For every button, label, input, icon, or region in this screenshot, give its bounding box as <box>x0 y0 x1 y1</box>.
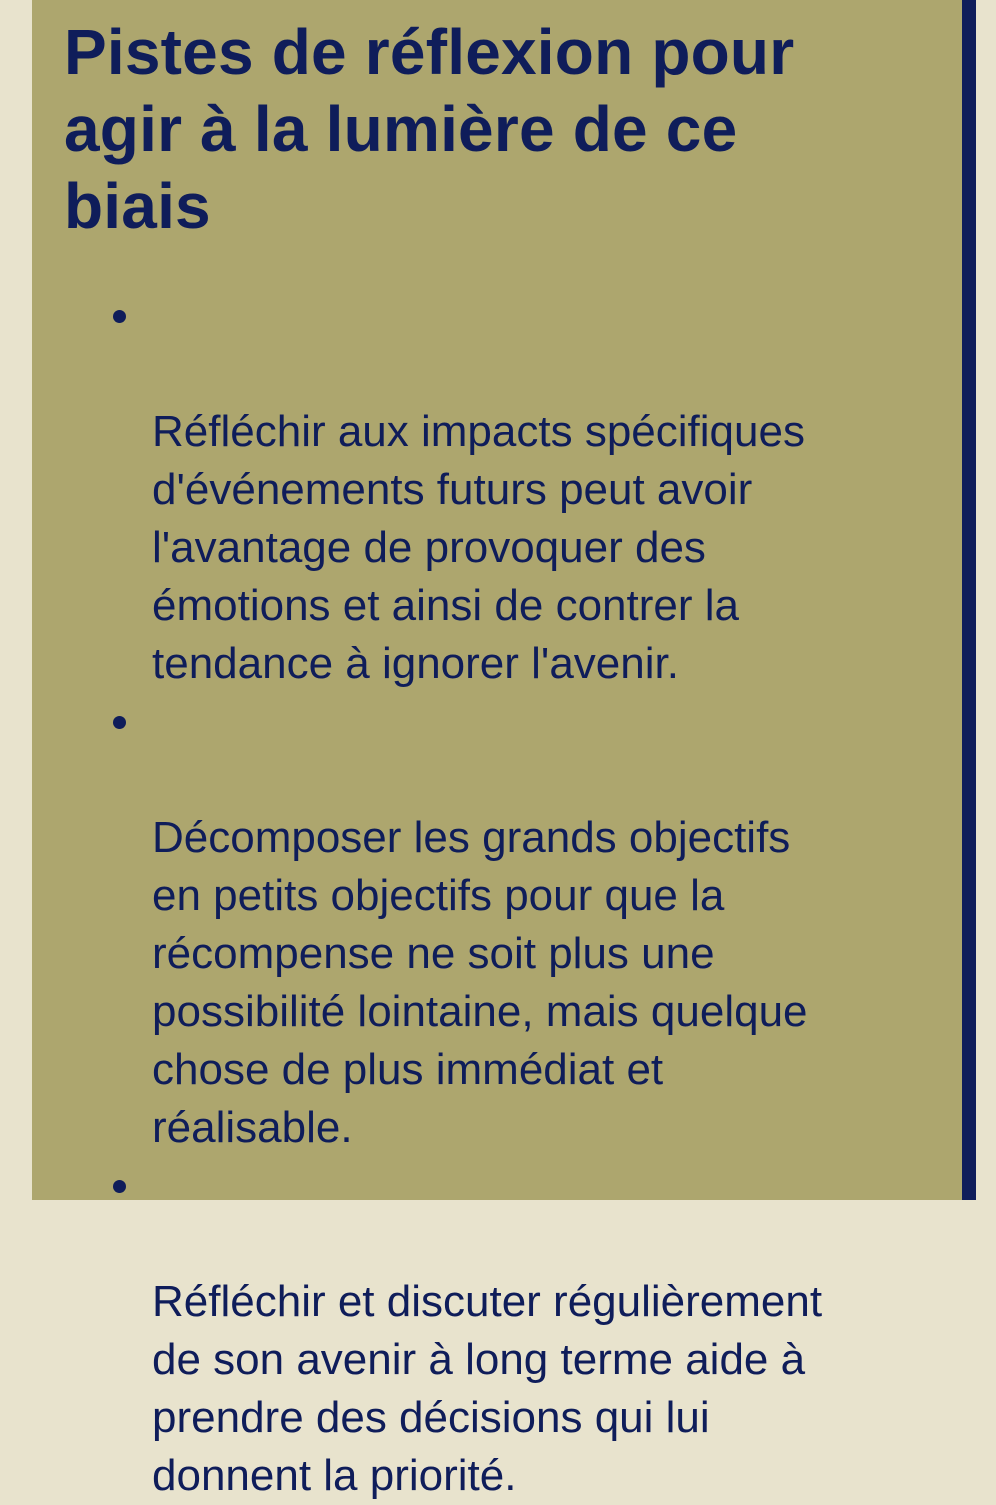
bullet-icon <box>113 716 126 729</box>
reflection-box <box>32 0 962 1500</box>
list-item-text: Décomposer les grands objectifs en petits objectifs pour que la récompense ne soit plus une possibilité lointaine, mais quelque chose de plus immédiat et réalisable. <box>152 813 808 1152</box>
list-item <box>64 693 962 1157</box>
bullet-icon <box>113 310 126 323</box>
list-item <box>64 1157 962 1505</box>
list-item-text: Réfléchir aux impacts spécifiques d'événements futurs peut avoir l'avantage de provoquer des émotions et ainsi de contrer la tendance à ignorer l'avenir. <box>152 407 805 688</box>
accent-rule <box>962 0 976 1200</box>
reflection-list <box>64 287 962 1505</box>
list-item-text: Réfléchir et discuter régulièrement de son avenir à long terme aide à prendre des décisions qui lui donnent la priorité. <box>152 1277 823 1500</box>
list-item <box>64 287 962 693</box>
box-title: Pistes de réflexion pour agir à la lumière de ce biais <box>64 16 795 242</box>
bullet-icon <box>113 1180 126 1193</box>
